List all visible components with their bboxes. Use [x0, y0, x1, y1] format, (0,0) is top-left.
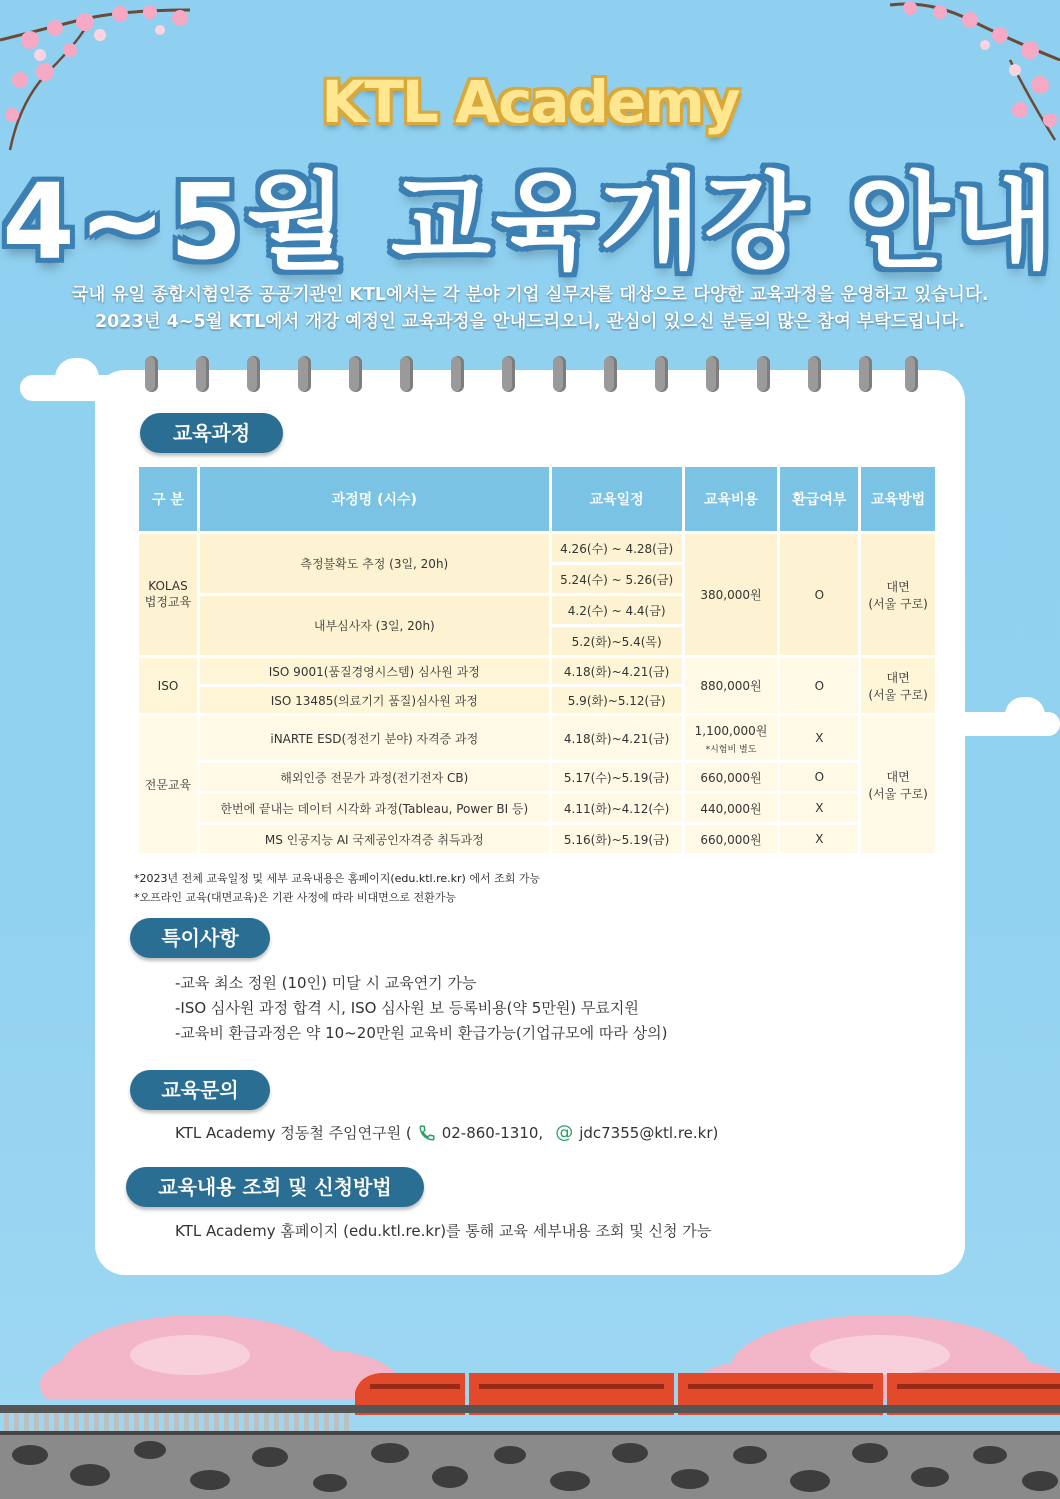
cloud-left-puff [55, 358, 99, 398]
course-method: 대면 (서울 구로) [861, 658, 935, 713]
course-name: 내부심사자 (3일, 20h) [200, 596, 549, 655]
course-name: ISO 9001(품질경영시스템) 심사원 과정 [200, 658, 549, 684]
course-name: 측정불확도 추정 (3일, 20h) [200, 534, 549, 593]
intro-line-1: 국내 유일 종합시험인증 공공기관인 KTL에서는 각 분야 기업 실무자를 대상으로 다양한 교육과정을 운영하고 있습니다. [71, 285, 989, 305]
course-cost-value: 1,100,000원 [694, 723, 768, 738]
headline: 4~5월 교육개강 안내 [2, 161, 1058, 283]
section-courses-heading: 교육과정 [140, 413, 283, 453]
note-item: -교육비 환급과정은 약 10~20만원 교육비 환급가능(기업규모에 따라 상의) [175, 1024, 668, 1042]
course-method: 대면 (서울 구로) [861, 534, 935, 655]
course-date: 5.9(화)~5.12(금) [552, 687, 682, 713]
course-date: 4.18(화)~4.21(금) [552, 716, 682, 760]
binder-ring [145, 356, 158, 392]
course-cost: 380,000원 [685, 534, 778, 655]
at-sign-icon: @ [555, 1122, 574, 1143]
note-item: -교육 최소 정원 (10인) 미달 시 교육연기 가능 [175, 974, 477, 992]
course-cost: 660,000원 [685, 763, 778, 791]
course-refund: X [780, 716, 858, 760]
course-refund: X [780, 794, 858, 822]
course-table [136, 464, 938, 856]
binder-ring [604, 356, 617, 392]
binder-ring [808, 356, 821, 392]
binder-ring [553, 356, 566, 392]
course-date: 5.24(수) ~ 5.26(금) [552, 565, 682, 593]
binder-ring [298, 356, 311, 392]
course-name: MS 인공지능 AI 국제공인자격증 취득과정 [200, 825, 549, 853]
section-notes-heading: 특이사항 [130, 918, 270, 958]
category-kolas: KOLAS 법정교육 [139, 534, 197, 655]
course-name: 한번에 끝내는 데이터 시각화 과정(Tableau, Power BI 등) [200, 794, 549, 822]
phone-icon [418, 1124, 436, 1142]
course-cost-note: *시험비 별도 [705, 744, 757, 755]
category-iso: ISO [139, 658, 197, 713]
course-cost: 880,000원 [685, 658, 778, 713]
footnote-offline: *오프라인 교육(대면교육)은 기관 사정에 따라 비대면으로 전환가능 [134, 891, 456, 904]
note-item: -ISO 심사원 과정 합격 시, ISO 심사원 보 등록비용(약 5만원) 무료지원 [175, 999, 639, 1017]
course-refund: X [780, 825, 858, 853]
contact-email[interactable]: jdc7355@ktl.re.kr) [579, 1123, 719, 1142]
course-date: 4.2(수) ~ 4.4(금) [552, 596, 682, 624]
table-row [139, 794, 935, 822]
table-row [139, 658, 935, 684]
category-special: 전문교육 [139, 716, 197, 853]
course-name: 해외인증 전문가 과정(전기전자 CB) [200, 763, 549, 791]
course-date: 5.2(화)~5.4(목) [552, 627, 682, 655]
section-inquiry-heading: 교육문의 [130, 1070, 270, 1110]
binder-ring [349, 356, 362, 392]
binder-ring [757, 356, 770, 392]
contact-line [175, 1122, 718, 1143]
course-date: 5.16(화)~5.19(금) [552, 825, 682, 853]
header-method: 교육방법 [861, 467, 935, 531]
course-name: iNARTE ESD(정전기 분야) 자격증 과정 [200, 716, 549, 760]
binder-ring [247, 356, 260, 392]
brand-title: KTL Academy [321, 68, 739, 136]
contact-phone[interactable]: 02-860-1310, [441, 1123, 544, 1142]
header-cost: 교육비용 [685, 467, 778, 531]
contact-name: KTL Academy 정동철 주임연구원 ( [175, 1124, 412, 1142]
course-cost [685, 716, 778, 760]
course-date: 4.11(화)~4.12(수) [552, 794, 682, 822]
header-refund: 환급여부 [780, 467, 858, 531]
apply-text: KTL Academy 홈페이지 (edu.ktl.re.kr)를 통해 교육 세부내용 조회 및 신청 가능 [175, 1222, 712, 1240]
course-cost: 660,000원 [685, 825, 778, 853]
course-refund: O [780, 534, 858, 655]
binder-ring [655, 356, 668, 392]
course-method: 대면 (서울 구로) [861, 716, 935, 853]
binder-ring [502, 356, 515, 392]
table-header-row [139, 467, 935, 531]
binder-ring [451, 356, 464, 392]
course-name: ISO 13485(의료기기 품질)심사원 과정 [200, 687, 549, 713]
table-row [139, 534, 935, 562]
footnote-schedule: *2023년 전체 교육일정 및 세부 교육내용은 홈페이지(edu.ktl.re.kr) 에서 조회 가능 [134, 872, 541, 885]
header-course: 과정명 (시수) [200, 467, 549, 531]
course-refund: O [780, 763, 858, 791]
course-refund: O [780, 658, 858, 713]
table-row [139, 716, 935, 760]
cloud-right-puff [1005, 697, 1045, 733]
binder-ring [859, 356, 872, 392]
course-date: 5.17(수)~5.19(금) [552, 763, 682, 791]
table-row [139, 825, 935, 853]
header-schedule: 교육일정 [552, 467, 682, 531]
intro-line-2: 2023년 4~5월 KTL에서 개강 예정인 교육과정을 안내드리오니, 관심이 있으신 분들의 많은 참여 부탁드립니다. [94, 312, 966, 332]
intro-text [30, 282, 1030, 336]
table-row [139, 763, 935, 791]
course-date: 4.18(화)~4.21(금) [552, 658, 682, 684]
binder-ring [400, 356, 413, 392]
header-category: 구 분 [139, 467, 197, 531]
binder-ring [905, 356, 918, 392]
railway-ground [0, 1405, 1060, 1499]
binder-ring [196, 356, 209, 392]
course-cost: 440,000원 [685, 794, 778, 822]
course-date: 4.26(수) ~ 4.28(금) [552, 534, 682, 562]
section-apply-heading: 교육내용 조회 및 신청방법 [126, 1167, 424, 1207]
binder-ring [706, 356, 719, 392]
